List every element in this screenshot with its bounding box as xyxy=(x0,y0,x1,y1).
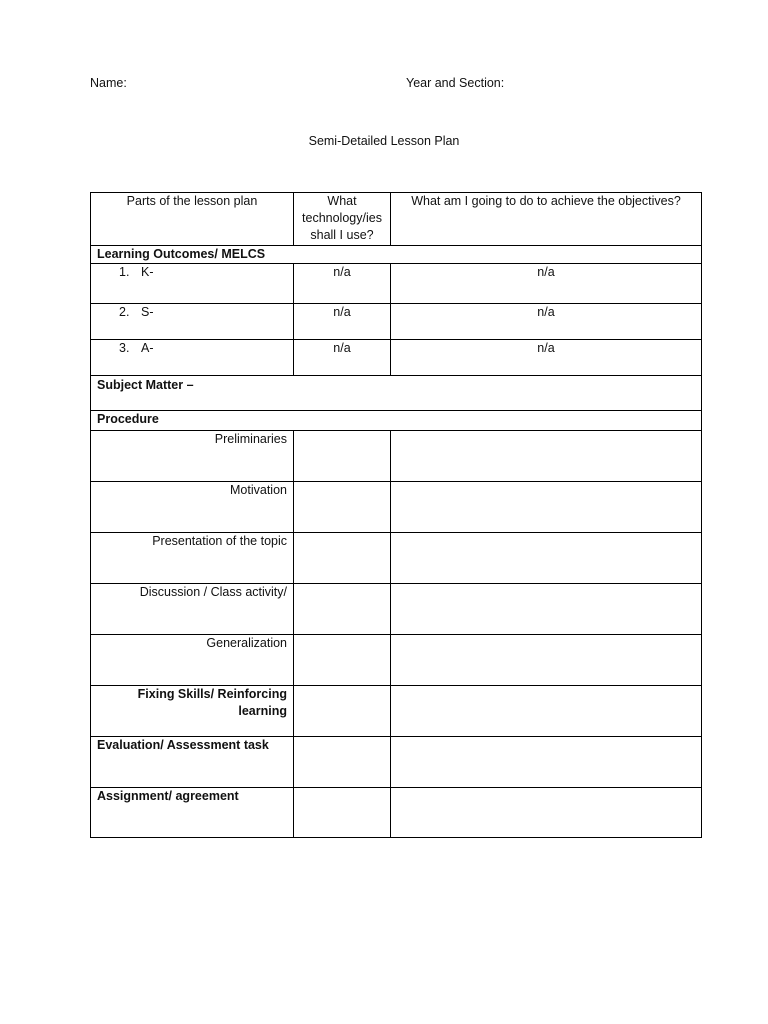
fixing-skills-line1: Fixing Skills/ Reinforcing xyxy=(137,687,287,701)
table-row xyxy=(91,304,702,340)
outcome-number: 3. xyxy=(119,341,130,355)
outcome-tech-cell[interactable]: n/a xyxy=(294,304,391,340)
subject-matter-label[interactable]: Subject Matter – xyxy=(91,376,702,411)
outcome-tech-cell[interactable]: n/a xyxy=(294,264,391,304)
procedure-step-label: Presentation of the topic xyxy=(91,533,294,584)
outcome-s xyxy=(91,304,294,340)
fixing-skills-label xyxy=(91,686,294,737)
procedure-tech-cell[interactable] xyxy=(294,635,391,686)
table-row xyxy=(91,482,702,533)
procedure-action-cell[interactable] xyxy=(391,533,702,584)
procedure-row xyxy=(91,411,702,431)
table-row xyxy=(91,584,702,635)
learning-outcomes-label: Learning Outcomes/ MELCS xyxy=(91,246,702,264)
assignment-tech-cell[interactable] xyxy=(294,788,391,838)
outcome-tech-cell[interactable]: n/a xyxy=(294,340,391,376)
header-technology-line1: What xyxy=(327,194,357,208)
subject-matter-row xyxy=(91,376,702,411)
assignment-row xyxy=(91,788,702,838)
table-row xyxy=(91,533,702,584)
procedure-action-cell[interactable] xyxy=(391,686,702,737)
header-actions: What am I going to do to achieve the objectives? xyxy=(391,193,702,246)
procedure-action-cell[interactable] xyxy=(391,584,702,635)
evaluation-action-cell[interactable] xyxy=(391,737,702,788)
outcome-label: S- xyxy=(141,305,154,319)
lesson-plan-table xyxy=(90,192,702,838)
outcome-k xyxy=(91,264,294,304)
outcome-label: A- xyxy=(141,341,154,355)
table-row xyxy=(91,635,702,686)
outcome-action-cell[interactable]: n/a xyxy=(391,340,702,376)
procedure-step-label: Preliminaries xyxy=(91,431,294,482)
procedure-tech-cell[interactable] xyxy=(294,533,391,584)
evaluation-row xyxy=(91,737,702,788)
procedure-tech-cell[interactable] xyxy=(294,686,391,737)
procedure-action-cell[interactable] xyxy=(391,482,702,533)
table-row xyxy=(91,264,702,304)
procedure-label: Procedure xyxy=(91,411,702,431)
procedure-step-label: Discussion / Class activity/ xyxy=(91,584,294,635)
outcome-action-cell[interactable]: n/a xyxy=(391,264,702,304)
header-technology-line3: shall I use? xyxy=(310,228,374,242)
procedure-step-label: Motivation xyxy=(91,482,294,533)
assignment-label: Assignment/ agreement xyxy=(91,788,294,838)
outcome-action-cell[interactable]: n/a xyxy=(391,304,702,340)
assignment-action-cell[interactable] xyxy=(391,788,702,838)
procedure-action-cell[interactable] xyxy=(391,431,702,482)
header-technology-line2: technology/ies xyxy=(302,211,382,225)
table-row xyxy=(91,340,702,376)
header-technology xyxy=(294,193,391,246)
evaluation-tech-cell[interactable] xyxy=(294,737,391,788)
procedure-tech-cell[interactable] xyxy=(294,584,391,635)
procedure-step-label: Generalization xyxy=(91,635,294,686)
table-row xyxy=(91,686,702,737)
procedure-action-cell[interactable] xyxy=(391,635,702,686)
outcome-label: K- xyxy=(141,265,154,279)
outcome-number: 2. xyxy=(119,305,130,319)
evaluation-label: Evaluation/ Assessment task xyxy=(91,737,294,788)
procedure-tech-cell[interactable] xyxy=(294,482,391,533)
outcome-number: 1. xyxy=(119,265,130,279)
table-row xyxy=(91,431,702,482)
outcome-a xyxy=(91,340,294,376)
learning-outcomes-row xyxy=(91,246,702,264)
fixing-skills-line2: learning xyxy=(238,704,287,718)
year-section-label: Year and Section: xyxy=(406,76,505,90)
name-label: Name: xyxy=(90,76,127,90)
header-parts: Parts of the lesson plan xyxy=(91,193,294,246)
table-header-row xyxy=(91,193,702,246)
page-title: Semi-Detailed Lesson Plan xyxy=(308,134,460,148)
procedure-tech-cell[interactable] xyxy=(294,431,391,482)
